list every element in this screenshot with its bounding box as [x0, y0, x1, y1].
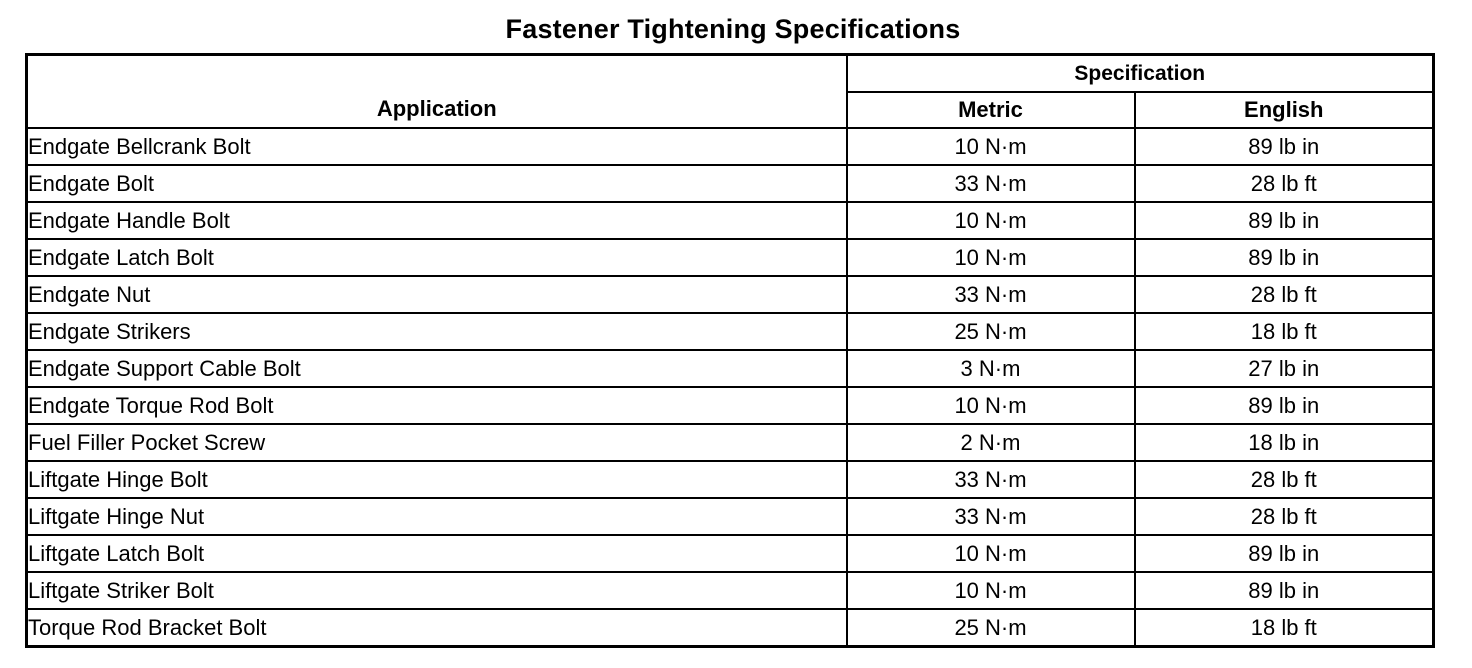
table-row — [27, 424, 1434, 461]
fastener-spec-table — [25, 53, 1435, 648]
application-cell: Endgate Strikers — [27, 313, 847, 350]
english-cell: 28 lb ft — [1135, 165, 1434, 202]
application-cell: Endgate Nut — [27, 276, 847, 313]
table-row — [27, 239, 1434, 276]
metric-cell: 10 N·m — [847, 535, 1135, 572]
table-row — [27, 276, 1434, 313]
metric-cell: 25 N·m — [847, 313, 1135, 350]
english-cell: 89 lb in — [1135, 535, 1434, 572]
application-cell: Liftgate Latch Bolt — [27, 535, 847, 572]
english-cell: 18 lb in — [1135, 424, 1434, 461]
header-row — [27, 55, 1434, 93]
english-cell: 89 lb in — [1135, 128, 1434, 165]
english-cell: 18 lb ft — [1135, 313, 1434, 350]
metric-cell: 10 N·m — [847, 239, 1135, 276]
metric-cell: 10 N·m — [847, 572, 1135, 609]
table-row — [27, 535, 1434, 572]
page-title: Fastener Tightening Specifications — [505, 14, 961, 44]
metric-cell: 25 N·m — [847, 609, 1135, 647]
application-cell: Fuel Filler Pocket Screw — [27, 424, 847, 461]
application-cell: Torque Rod Bracket Bolt — [27, 609, 847, 647]
table-row — [27, 461, 1434, 498]
table-row — [27, 165, 1434, 202]
metric-cell: 3 N·m — [847, 350, 1135, 387]
table-row — [27, 313, 1434, 350]
specification-header: Specification — [847, 55, 1434, 93]
application-cell: Liftgate Hinge Nut — [27, 498, 847, 535]
metric-cell: 2 N·m — [847, 424, 1135, 461]
table-row — [27, 572, 1434, 609]
application-cell: Endgate Latch Bolt — [27, 239, 847, 276]
metric-cell: 33 N·m — [847, 165, 1135, 202]
application-cell: Endgate Support Cable Bolt — [27, 350, 847, 387]
metric-cell: 10 N·m — [847, 128, 1135, 165]
english-cell: 89 lb in — [1135, 239, 1434, 276]
table-row — [27, 128, 1434, 165]
metric-cell: 33 N·m — [847, 461, 1135, 498]
english-cell: 27 lb in — [1135, 350, 1434, 387]
english-header: English — [1135, 92, 1434, 128]
english-cell: 89 lb in — [1135, 572, 1434, 609]
table-row — [27, 609, 1434, 647]
application-cell: Endgate Bellcrank Bolt — [27, 128, 847, 165]
metric-cell: 33 N·m — [847, 498, 1135, 535]
english-cell: 28 lb ft — [1135, 276, 1434, 313]
metric-cell: 10 N·m — [847, 387, 1135, 424]
application-cell: Endgate Handle Bolt — [27, 202, 847, 239]
english-cell: 28 lb ft — [1135, 498, 1434, 535]
table-row — [27, 387, 1434, 424]
metric-cell: 33 N·m — [847, 276, 1135, 313]
english-cell: 18 lb ft — [1135, 609, 1434, 647]
table-row — [27, 498, 1434, 535]
table-body — [27, 128, 1434, 647]
application-cell: Endgate Torque Rod Bolt — [27, 387, 847, 424]
english-cell: 28 lb ft — [1135, 461, 1434, 498]
english-cell: 89 lb in — [1135, 387, 1434, 424]
metric-header: Metric — [847, 92, 1135, 128]
application-cell: Endgate Bolt — [27, 165, 847, 202]
table-row — [27, 350, 1434, 387]
application-cell: Liftgate Hinge Bolt — [27, 461, 847, 498]
application-header: Application — [27, 55, 847, 129]
application-cell: Liftgate Striker Bolt — [27, 572, 847, 609]
table-row — [27, 202, 1434, 239]
metric-cell: 10 N·m — [847, 202, 1135, 239]
english-cell: 89 lb in — [1135, 202, 1434, 239]
